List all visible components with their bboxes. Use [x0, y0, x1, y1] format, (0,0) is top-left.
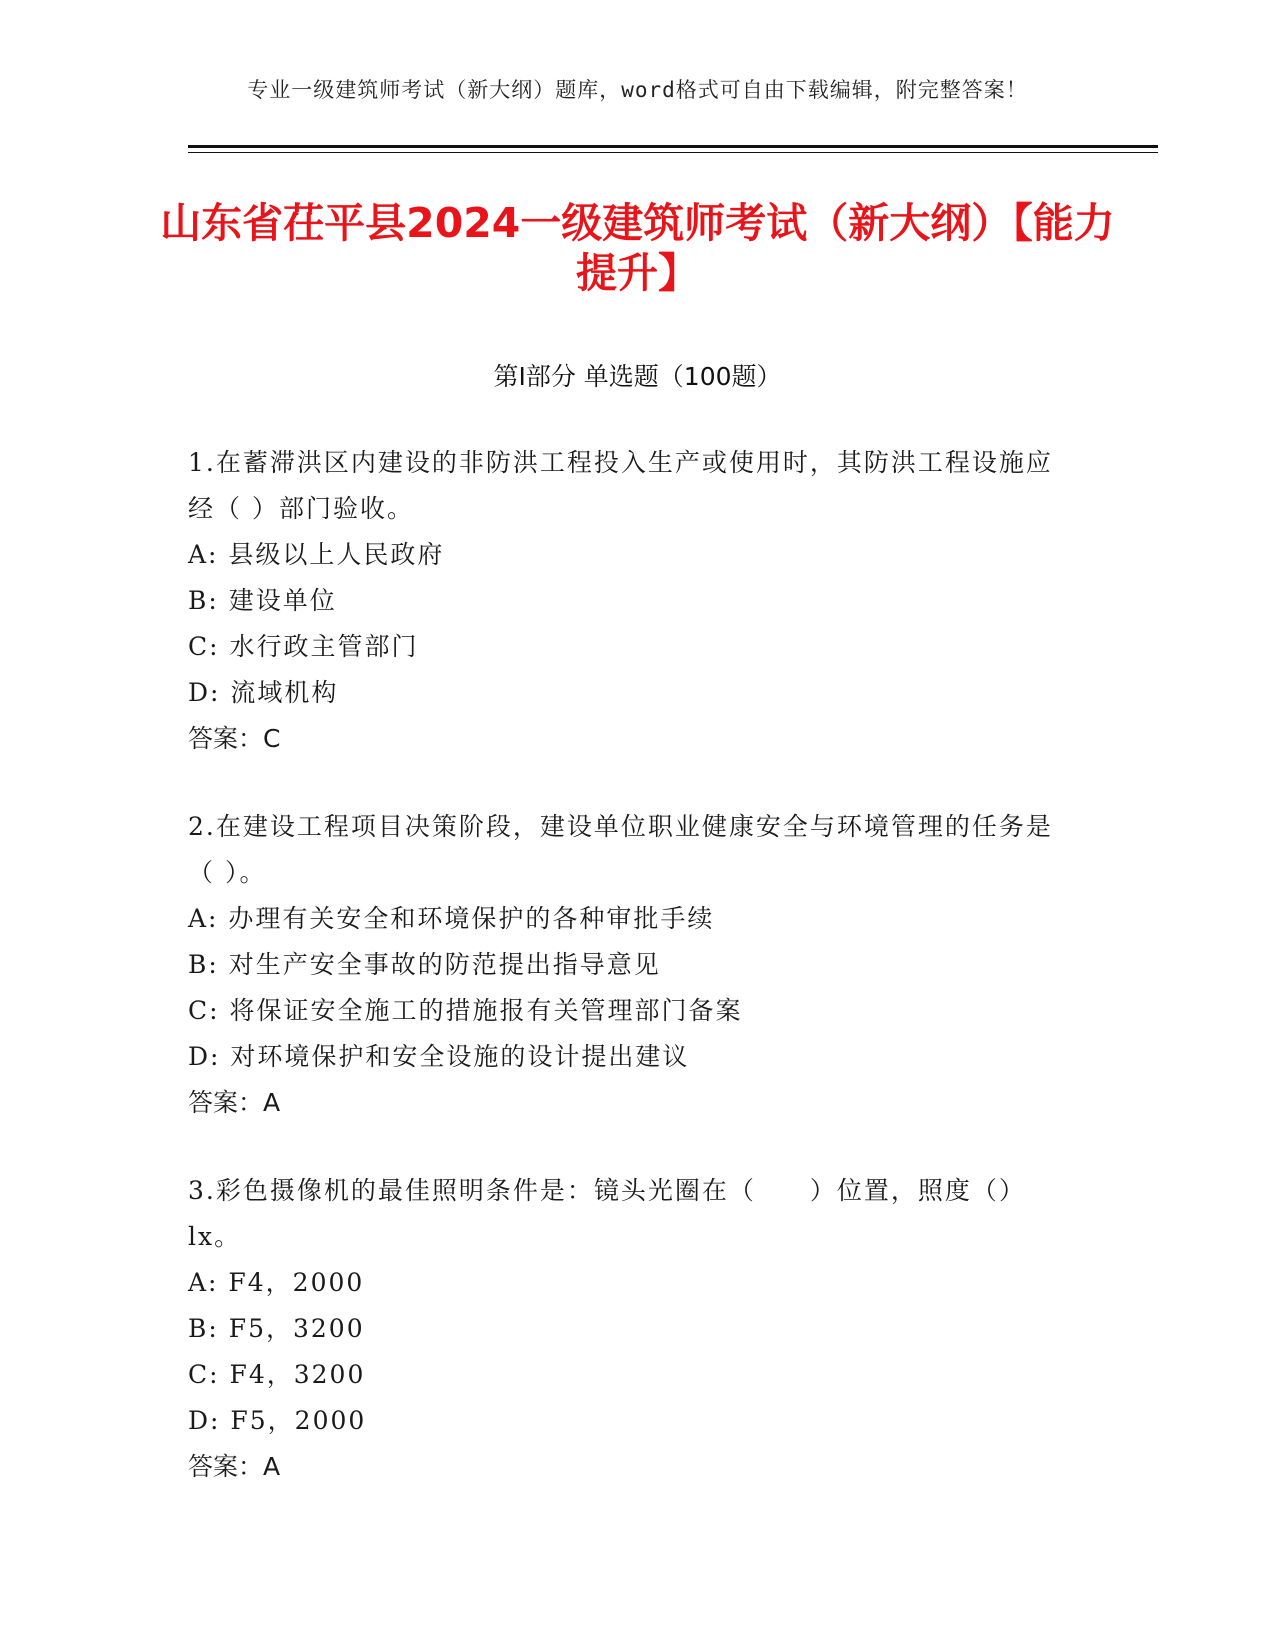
answer: 答案：C: [188, 724, 281, 753]
question-stem: 1.在蓄滞洪区内建设的非防洪工程投入生产或使用时，其防洪工程设施应经（ ）部门验收。: [188, 448, 1053, 523]
question-2: [188, 804, 1068, 1126]
header-note: 专业一级建筑师考试（新大纲）题库，word格式可自由下载编辑，附完整答案！: [247, 78, 1028, 102]
section-title: 第Ⅰ部分 单选题（100题）: [493, 362, 782, 391]
option-a: A: 办理有关安全和环境保护的各种审批手续: [188, 904, 715, 933]
answer: 答案：A: [188, 1088, 281, 1117]
option-d: D: 对环境保护和安全设施的设计提出建议: [188, 1042, 690, 1071]
option-c: C: 将保证安全施工的措施报有关管理部门备案: [188, 996, 743, 1025]
question-3: [188, 1168, 1068, 1490]
header-rule-thin: [188, 152, 1158, 153]
question-1: [188, 440, 1068, 762]
document-title: 山东省茌平县2024一级建筑师考试（新大纲）【能力提升】: [160, 199, 1115, 297]
option-d: D: F5，2000: [188, 1406, 367, 1435]
header-rule-thick: [188, 145, 1158, 148]
option-d: D: 流域机构: [188, 678, 339, 707]
option-a: A: F4，2000: [188, 1268, 365, 1297]
question-stem: 2.在建设工程项目决策阶段，建设单位职业健康安全与环境管理的任务是（ ）。: [188, 812, 1053, 887]
option-a: A: 县级以上人民政府: [188, 540, 445, 569]
answer: 答案：A: [188, 1452, 281, 1481]
option-b: B: F5，3200: [188, 1314, 365, 1343]
option-b: B: 对生产安全事故的防范提出指导意见: [188, 950, 661, 979]
option-b: B: 建设单位: [188, 586, 337, 615]
option-c: C: 水行政主管部门: [188, 632, 419, 661]
option-c: C: F4，3200: [188, 1360, 366, 1389]
question-stem: 3.彩色摄像机的最佳照明条件是：镜头光圈在（ ）位置，照度（）lx。: [188, 1176, 1026, 1251]
